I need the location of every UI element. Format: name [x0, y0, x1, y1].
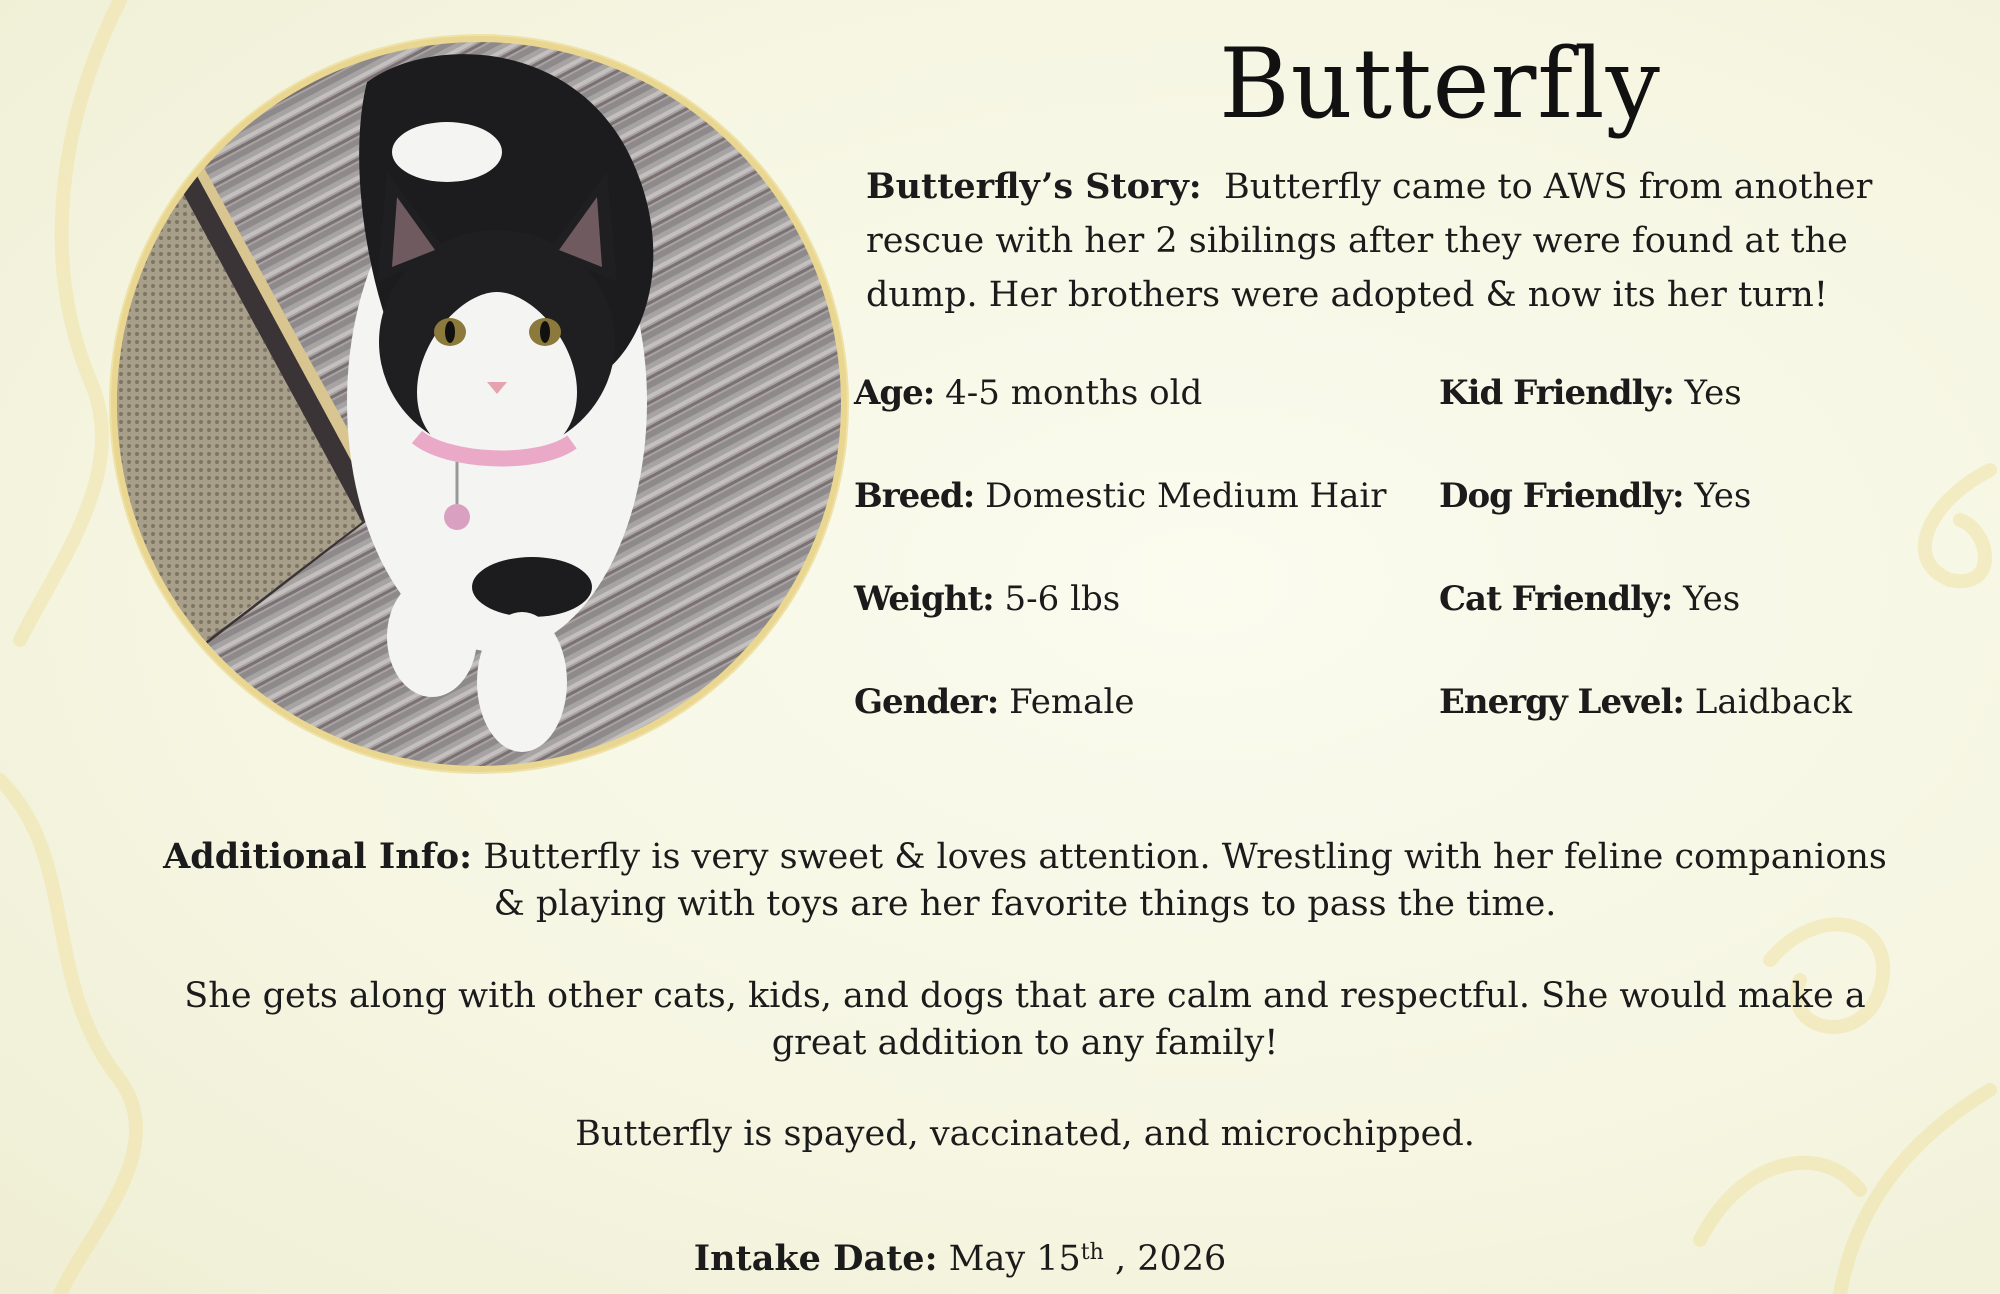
fact-label: Weight:	[854, 579, 994, 619]
fact-cat-friendly	[1439, 576, 1740, 622]
fact-age	[854, 370, 1202, 416]
intake-suffix: th	[1080, 1240, 1104, 1265]
additional-text-1: Butterfly is very sweet & loves attention. Wrestling with her feline companions & playing with toys are her favorite things to pass the time.	[483, 837, 1887, 924]
fact-value: 5-6 lbs	[1004, 579, 1121, 619]
fact-value: Laidback	[1694, 682, 1852, 722]
fact-label: Gender:	[854, 682, 999, 722]
story-label: Butterfly’s Story:	[866, 166, 1202, 207]
fact-value: Domestic Medium Hair	[985, 476, 1387, 516]
fact-label: Age:	[854, 373, 935, 413]
fact-value: 4-5 months old	[945, 373, 1203, 413]
fact-breed	[854, 473, 1387, 519]
fact-value: Yes	[1694, 476, 1752, 516]
fact-label: Energy Level:	[1439, 682, 1684, 722]
additional-label: Additional Info:	[163, 836, 473, 877]
cat-photo	[117, 42, 841, 766]
intake-date	[560, 1235, 1360, 1283]
page-title: Butterfly	[1219, 28, 1661, 140]
additional-paragraph-1	[160, 833, 1890, 928]
fact-label: Breed:	[854, 476, 975, 516]
fact-value: Female	[1009, 682, 1135, 722]
fact-dog-friendly	[1439, 473, 1751, 519]
cat-photo-icon	[117, 42, 841, 766]
story-text: Butterfly came to AWS from another rescue with her 2 sibilings after they were found at the dump. Her brothers were adopted & now its her turn!	[866, 167, 1873, 315]
intake-label: Intake Date:	[693, 1238, 938, 1279]
story-paragraph	[866, 160, 1966, 322]
fact-label: Kid Friendly:	[1439, 373, 1674, 413]
fact-weight	[854, 576, 1120, 622]
additional-info	[160, 833, 1890, 1158]
additional-paragraph-3: Butterfly is spayed, vaccinated, and microchipped.	[575, 1114, 1475, 1154]
fact-kid-friendly	[1439, 370, 1742, 416]
additional-paragraph-2: She gets along with other cats, kids, and dogs that are calm and respectful. She would make a great addition to any family!	[184, 976, 1866, 1063]
fact-label: Cat Friendly:	[1439, 579, 1673, 619]
fact-value: Yes	[1684, 373, 1742, 413]
photo-frame	[111, 36, 847, 772]
fact-energy-level	[1439, 679, 1852, 725]
fact-label: Dog Friendly:	[1439, 476, 1684, 516]
intake-year: , 2026	[1114, 1239, 1227, 1279]
fact-value: Yes	[1683, 579, 1741, 619]
intake-month-day: May 15	[948, 1239, 1081, 1279]
pet-facts	[854, 370, 1974, 730]
fact-gender	[854, 679, 1134, 725]
